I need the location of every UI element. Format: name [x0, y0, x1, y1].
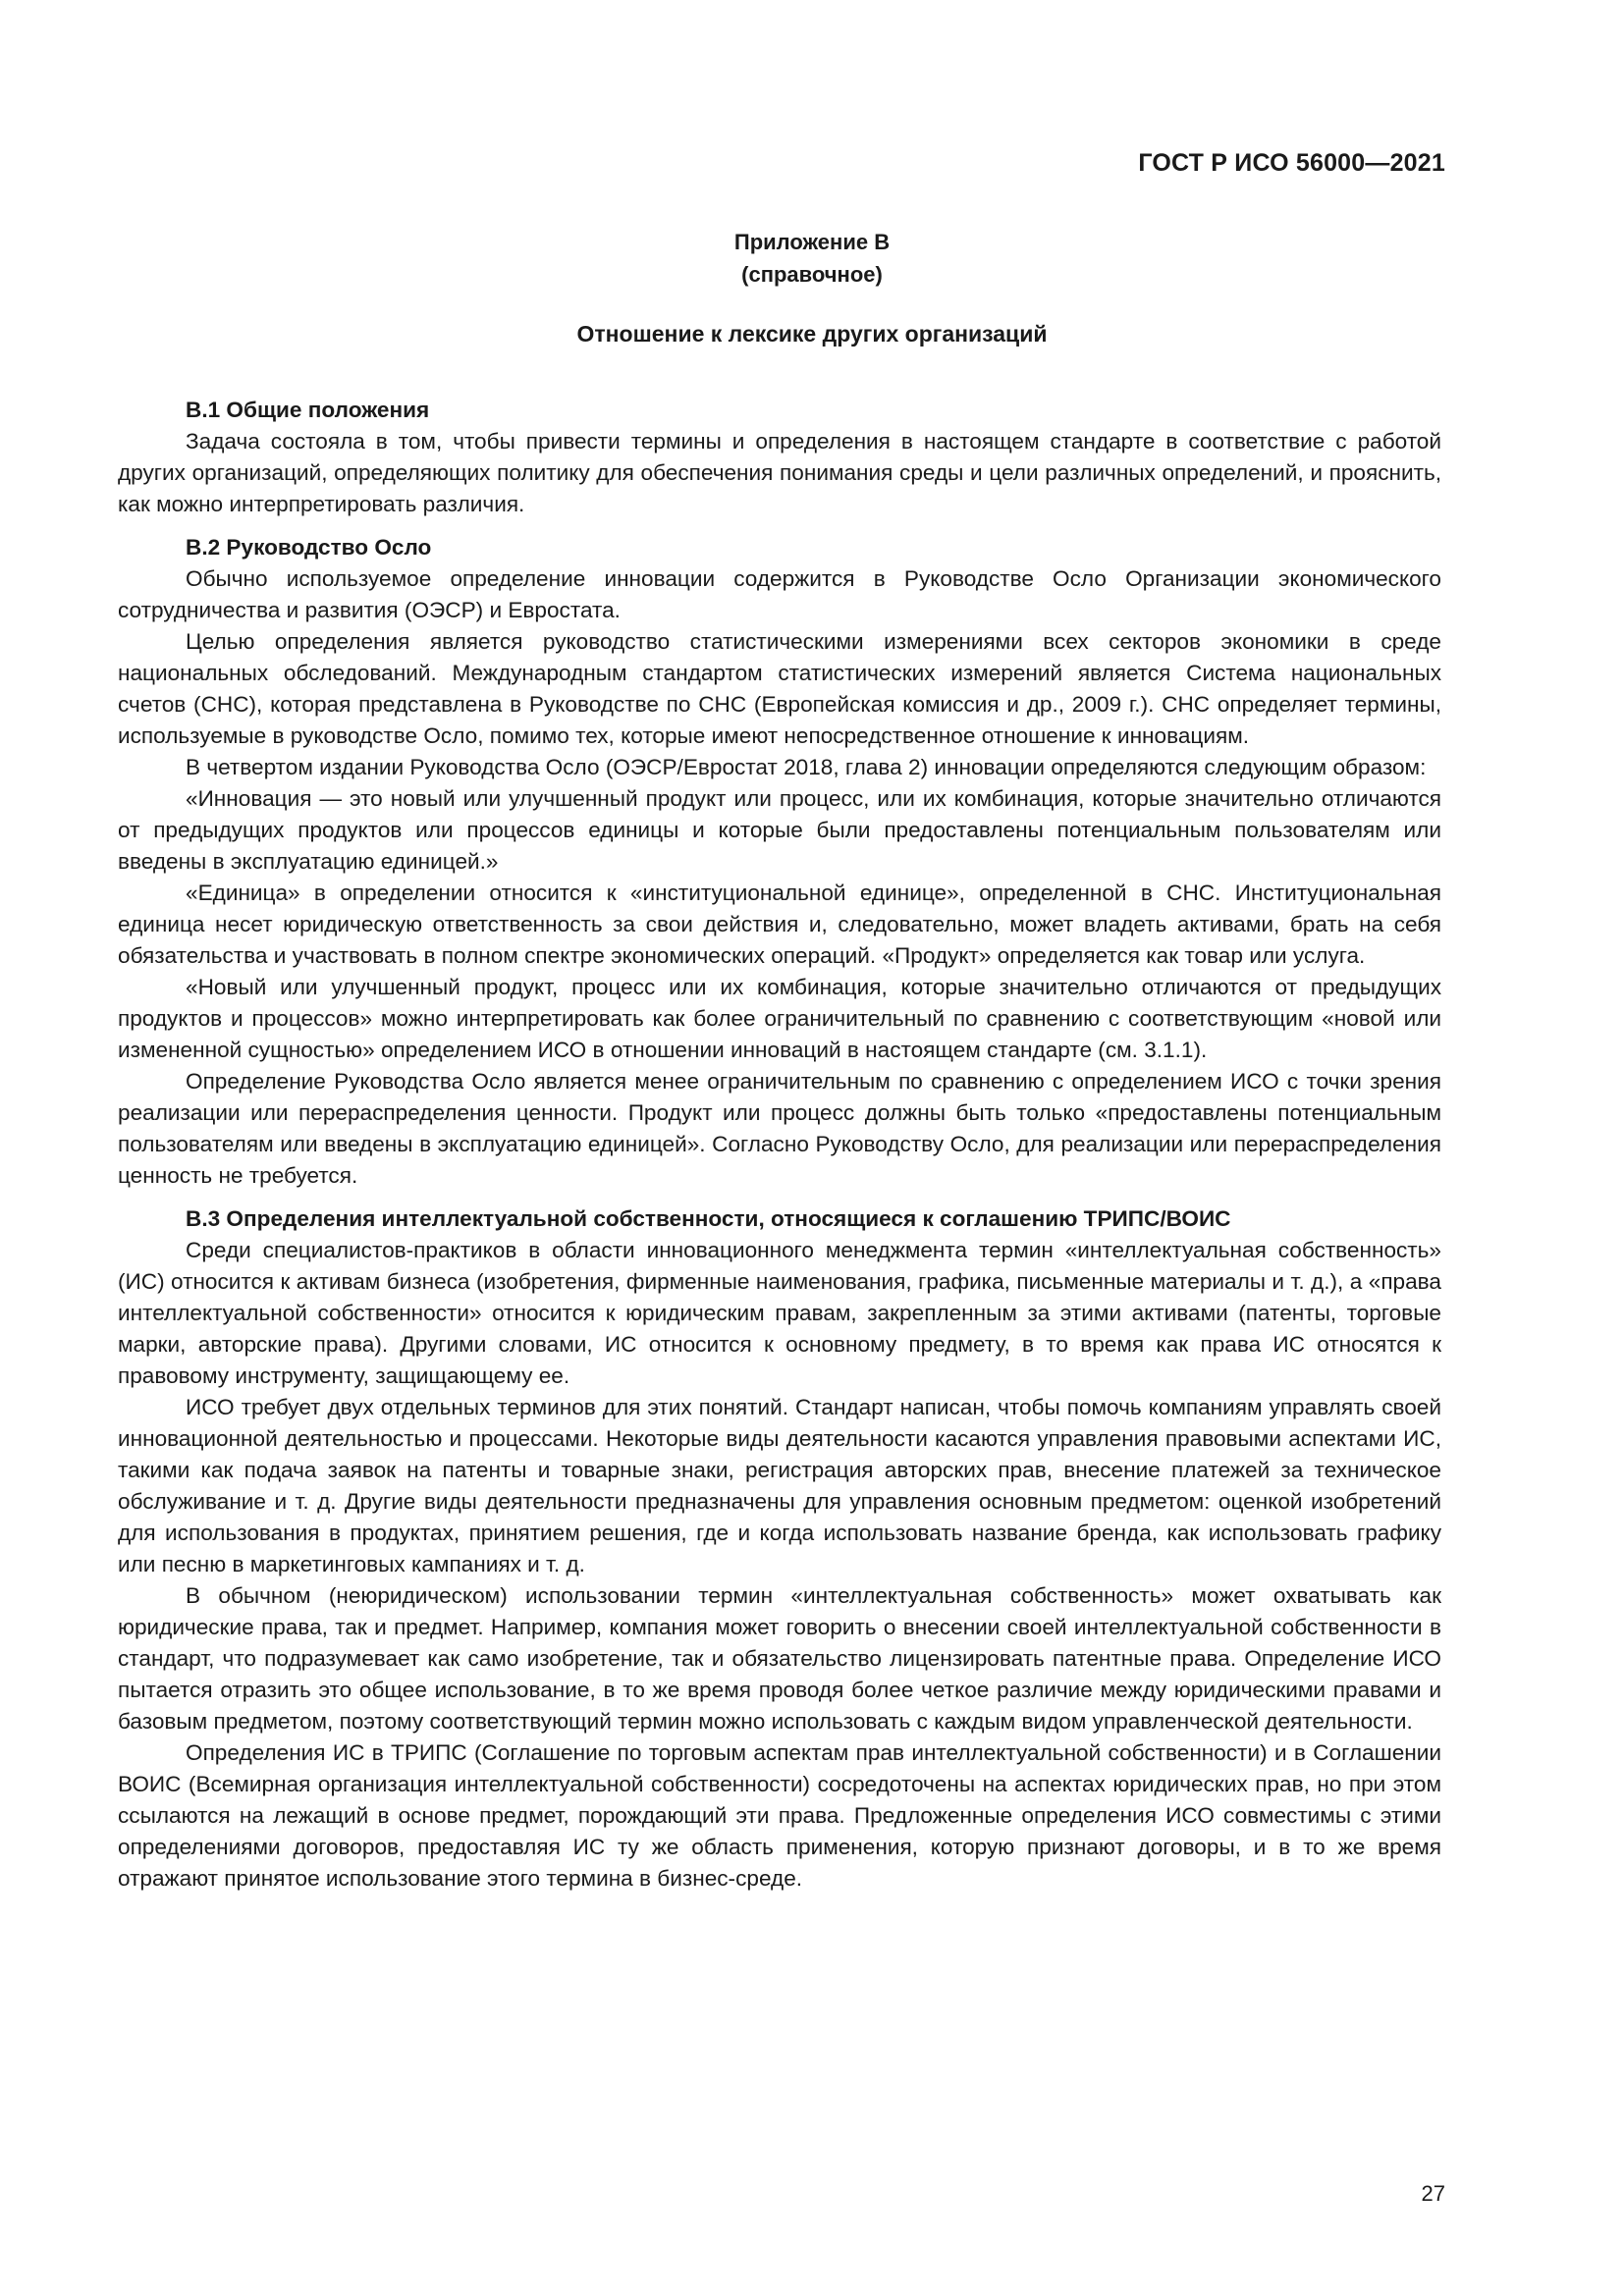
paragraph: В обычном (неюридическом) использовании термин «интеллектуальная собственность» может охватывать как юридические права, так и предмет. Например, компания может говорить о внесении своей интеллектуальной собственности в стандарт, что подразумевает как само изобретение, так и обязательство лицензировать патентные права. Определение ИСО пытается отразить это общее использование, в то же время проводя более четкое различие между юридическими правами и базовым предметом, поэтому соответствующий термин можно использовать с каждым видом управленческой деятельности. — [118, 1583, 1441, 1734]
section-heading-b2: В.2 Руководство Осло — [186, 535, 432, 560]
appendix-header — [0, 226, 1624, 291]
document-body — [118, 395, 1441, 1895]
paragraph: Целью определения является руководство статистическими измерениями всех секторов экономики в среде национальных обследований. Международным стандартом статистических измерений является Система национальных счетов (СНС), которая представлена в Руководстве по СНС (Европейская комиссия и др., 2009 г.). СНС определяет термины, используемые в руководстве Осло, помимо тех, которые имеют непосредственное отношение к инновациям. — [118, 629, 1441, 748]
appendix-kind: (справочное) — [741, 262, 883, 287]
paragraph: Задача состояла в том, чтобы привести термины и определения в настоящем стандарте в соответствие с работой других организаций, определяющих политику для обеспечения понимания среды и цели различных определений, и прояснить, как можно интерпретировать различия. — [118, 429, 1441, 516]
quote-paragraph: «Инновация — это новый или улучшенный продукт или процесс, или их комбинация, которые значительно отличаются от предыдущих продуктов или процессов единицы и которые были предоставлены потенциальным пользователям или введены в эксплуатацию единицей.» — [118, 786, 1441, 874]
paragraph: В четвертом издании Руководства Осло (ОЭСР/Евростат 2018, глава 2) инновации определяются следующим образом: — [186, 755, 1427, 779]
paragraph: Определение Руководства Осло является менее ограничительным по сравнению с определением ИСО с точки зрения реализации или перераспределения ценности. Продукт или процесс должны быть только «предоставлены потенциальным пользователям или введены в эксплуатацию единицей». Согласно Руководству Осло, для реализации или перераспределения ценность не требуется. — [118, 1069, 1441, 1188]
paragraph: ИСО требует двух отдельных терминов для этих понятий. Стандарт написан, чтобы помочь компаниям управлять своей инновационной деятельностью и процессами. Некоторые виды деятельности касаются управления правовыми аспектами ИС, такими как подача заявок на патенты и товарные знаки, регистрация авторских прав, внесение платежей за техническое обслуживание и т. д. Другие виды деятельности предназначены для управления основным предметом: оценкой изобретений для использования в продуктах, принятием решения, где и когда использовать название бренда, как использовать графику или песню в маркетинговых кампаниях и т. д. — [118, 1395, 1441, 1576]
paragraph: Определения ИС в ТРИПС (Соглашение по торговым аспектам прав интеллектуальной собственности) и в Соглашении ВОИС (Всемирная организация интеллектуальной собственности) сосредоточены на аспектах юридических прав, но при этом ссылаются на лежащий в основе предмет, порождающий эти права. Предложенные определения ИСО совместимы с этими определениями договоров, предоставляя ИС ту же область применения, которую признают договоры, и в то же время отражают принятое использование этого термина в бизнес-среде. — [118, 1740, 1441, 1891]
document-code: ГОСТ Р ИСО 56000—2021 — [1138, 149, 1445, 177]
paragraph: «Новый или улучшенный продукт, процесс или их комбинация, которые значительно отличаются от предыдущих продуктов и процессов» можно интерпретировать как более ограничительный по сравнению с соответствующим «новой или измененной сущностью» определением ИСО в отношении инноваций в настоящем стандарте (см. 3.1.1). — [118, 975, 1441, 1062]
paragraph: Среди специалистов-практиков в области инновационного менеджмента термин «интеллектуальная собственность» (ИС) относится к активам бизнеса (изобретения, фирменные наименования, графика, письменные материалы и т. д.), а «права интеллектуальной собственности» относится к юридическим правам, закрепленным за этими активами (патенты, торговые марки, авторские права). Другими словами, ИС относится к основному предмету, в то время как права ИС относятся к правовому инструменту, защищающему ее. — [118, 1238, 1441, 1388]
section-heading-b3: В.3 Определения интеллектуальной собственности, относящиеся к соглашению ТРИПС/ВОИС — [186, 1206, 1231, 1231]
appendix-label: Приложение В — [733, 230, 891, 254]
paragraph: «Единица» в определении относится к «институциональной единице», определенной в СНС. Институциональная единица несет юридическую ответственность за свои действия и, следовательно, может владеть активами, брать на себя обязательства и участвовать в полном спектре экономических операций. «Продукт» определяется как товар или услуга. — [118, 881, 1441, 968]
page-number: 27 — [1421, 2181, 1445, 2206]
paragraph: Обычно используемое определение инновации содержится в Руководстве Осло Организации экономического сотрудничества и развития (ОЭСР) и Евростата. — [118, 566, 1441, 622]
section-heading-b1: В.1 Общие положения — [186, 398, 430, 422]
appendix-title: Отношение к лексике других организаций — [576, 321, 1048, 347]
